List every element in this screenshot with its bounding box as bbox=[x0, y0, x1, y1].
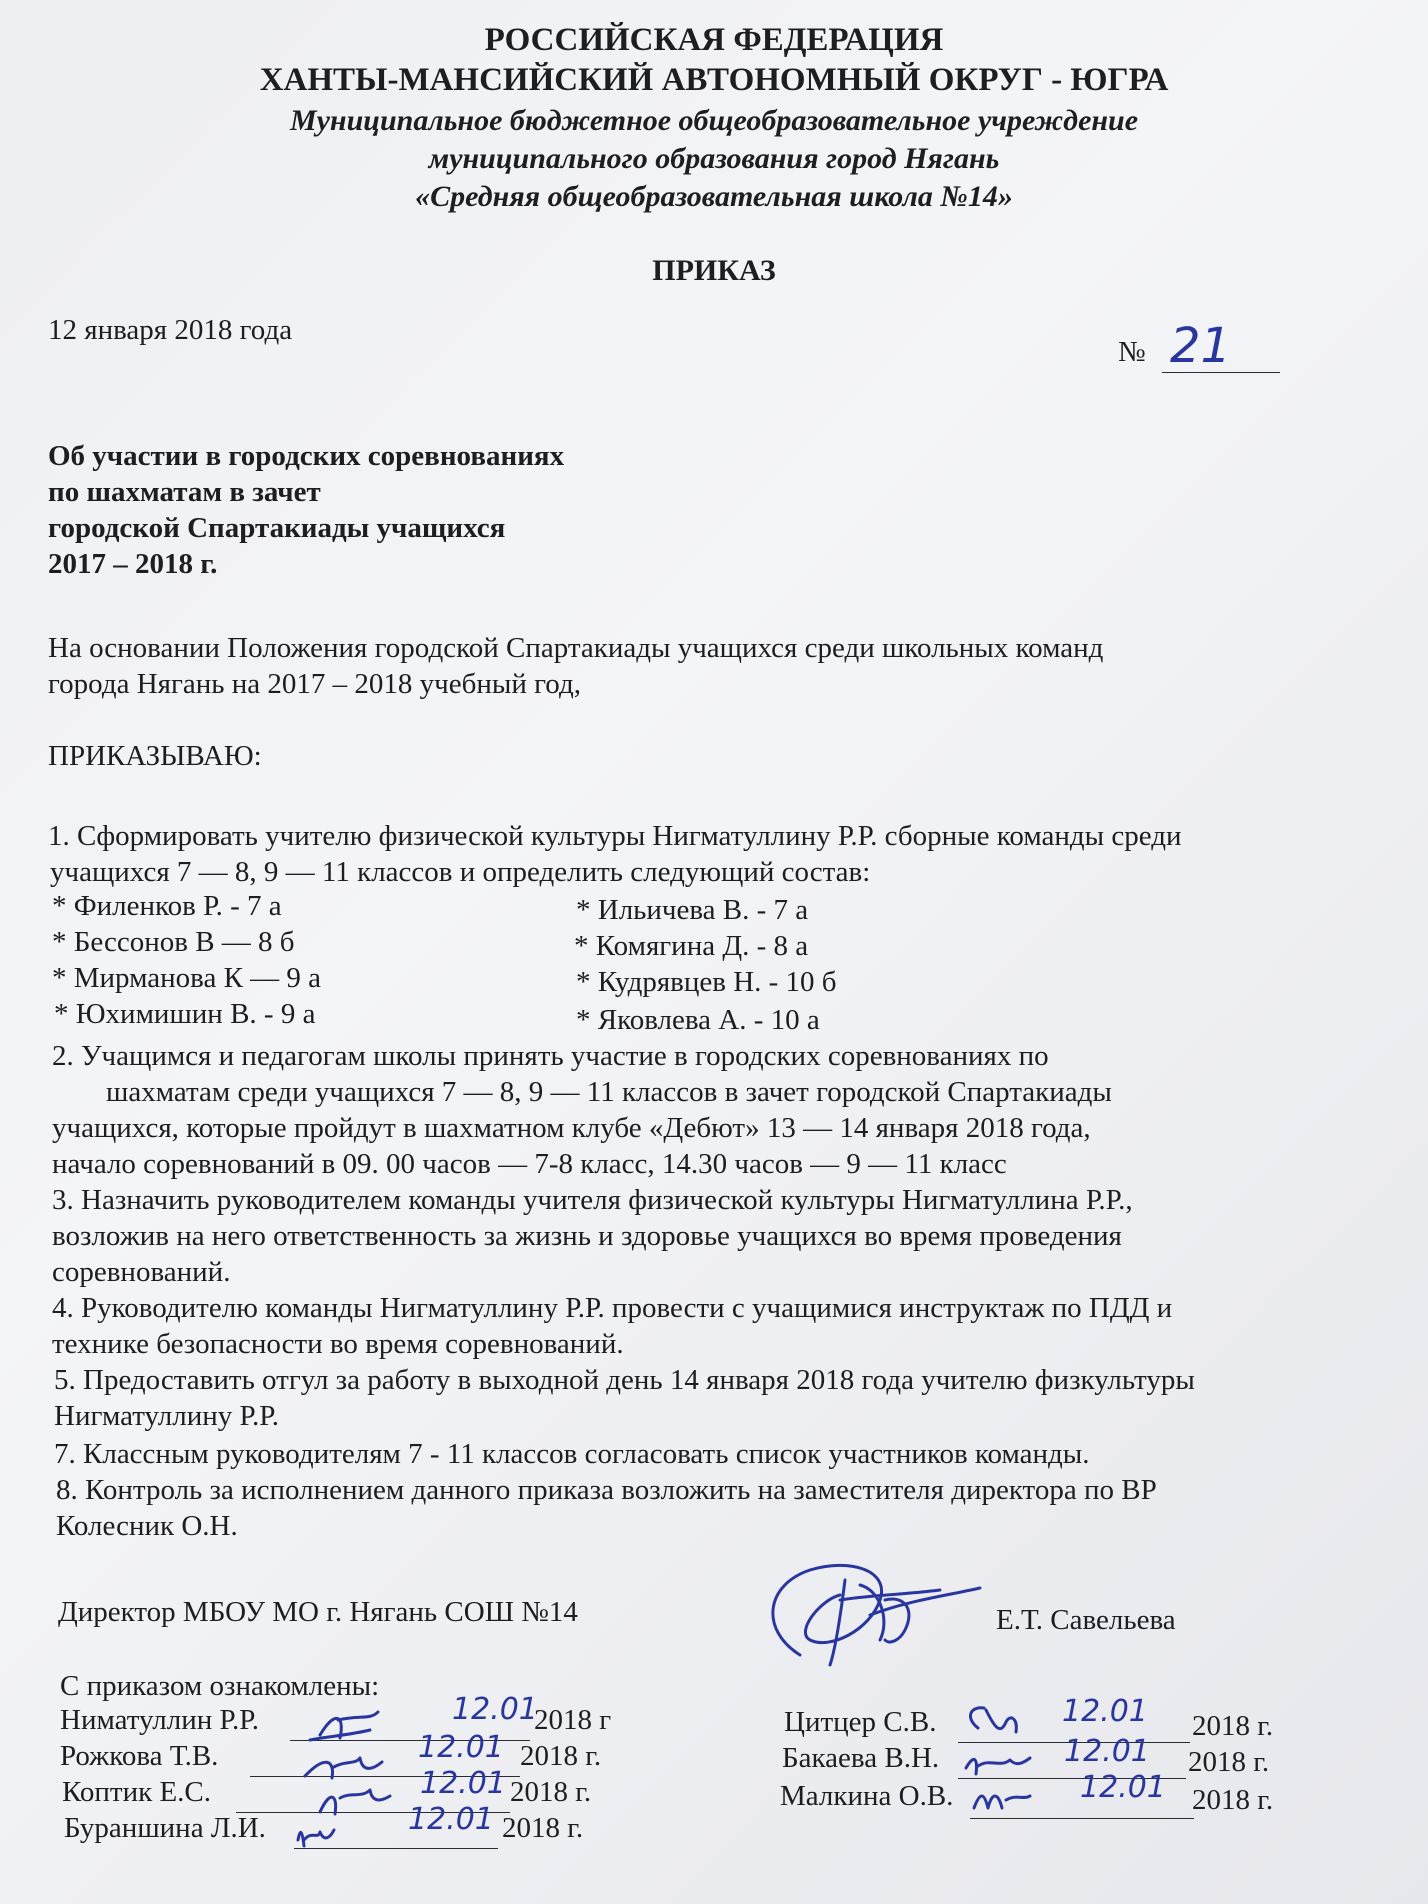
ack-name: Ниматуллин Р.Р. bbox=[60, 1704, 259, 1736]
item-line: 3. Назначить руководителем команды учителя физической культуры Нигматуллина Р.Р., bbox=[52, 1184, 1133, 1216]
order-word: ПРИКАЗЫВАЮ: bbox=[48, 740, 262, 772]
ack-signatures-left bbox=[290, 1690, 470, 1860]
ack-year: 2018 г bbox=[534, 1704, 612, 1736]
ack-title: С приказом ознакомлены: bbox=[60, 1670, 380, 1702]
item-line: 5. Предоставить отгул за работу в выходной день 14 января 2018 года учителю физкультуры bbox=[54, 1364, 1195, 1396]
ack-handwritten-date: 12.01 bbox=[420, 1766, 506, 1801]
item-line: начало соревнований в 09. 00 часов — 7-8 класс, 14.30 часов — 9 — 11 класс bbox=[52, 1148, 1007, 1180]
item-line: Нигматуллину Р.Р. bbox=[54, 1400, 280, 1432]
ack-name: Коптик Е.С. bbox=[62, 1776, 212, 1808]
header-school: «Средняя общеобразовательная школа №14» bbox=[415, 180, 1013, 213]
ack-handwritten-date: 12.01 bbox=[1080, 1770, 1166, 1805]
team-member: * Комягина Д. - 8 а bbox=[574, 930, 809, 962]
ack-name: Бакаева В.Н. bbox=[782, 1742, 940, 1774]
item-line: технике безопасности во время соревнований. bbox=[52, 1328, 624, 1360]
team-member: * Кудрявцев Н. - 10 б bbox=[576, 966, 837, 998]
team-member: * Мирманова К — 9 а bbox=[52, 962, 322, 994]
ack-handwritten-date: 12.01 bbox=[452, 1692, 538, 1727]
team-member: * Яковлева А. - 10 а bbox=[576, 1004, 820, 1036]
ack-name: Малкина О.В. bbox=[780, 1780, 954, 1812]
ack-signatures-right bbox=[960, 1696, 1070, 1826]
subject-line-4: 2017 – 2018 г. bbox=[48, 548, 218, 580]
subject-line-2: по шахматам в зачет bbox=[48, 476, 321, 508]
document-type: ПРИКАЗ bbox=[652, 254, 776, 287]
team-member: * Бессонов В — 8 б bbox=[52, 926, 295, 958]
director-name: Е.Т. Савельева bbox=[996, 1604, 1176, 1636]
ack-year: 2018 г. bbox=[1192, 1784, 1274, 1816]
ack-year: 2018 г. bbox=[1192, 1710, 1274, 1742]
item-1-line-2: учащихся 7 — 8, 9 — 11 классов и определить следующий состав: bbox=[50, 856, 871, 888]
ack-handwritten-date: 12.01 bbox=[408, 1802, 494, 1837]
director-signature bbox=[740, 1540, 1000, 1700]
item-line: 2. Учащимся и педагогам школы принять участие в городских соревнованиях по bbox=[52, 1040, 1049, 1072]
ack-year: 2018 г. bbox=[502, 1812, 584, 1844]
ack-name: Рожкова Т.В. bbox=[60, 1740, 219, 1772]
header-institution: Муниципальное бюджетное общеобразовательное учреждение bbox=[289, 104, 1139, 137]
ack-year: 2018 г. bbox=[520, 1740, 602, 1772]
team-member: * Ильичева В. - 7 а bbox=[576, 894, 809, 926]
item-line: Колесник О.Н. bbox=[56, 1510, 238, 1542]
ack-handwritten-date: 12.01 bbox=[1064, 1734, 1150, 1769]
item-line: возложив на него ответственность за жизнь и здоровье учащихся во время проведения bbox=[52, 1220, 1122, 1252]
item-line: 4. Руководителю команды Нигматуллину Р.Р. провести с учащимися инструктаж по ПДД и bbox=[52, 1292, 1173, 1324]
header-region: ХАНТЫ-МАНСИЙСКИЙ АВТОНОМНЫЙ ОКРУГ - ЮГРА bbox=[259, 62, 1169, 98]
ack-year: 2018 г. bbox=[1188, 1746, 1270, 1778]
header-country: РОССИЙСКАЯ ФЕДЕРАЦИЯ bbox=[484, 22, 944, 58]
ack-name: Цитцер С.В. bbox=[784, 1706, 937, 1738]
order-number-handwritten: 21 bbox=[1170, 318, 1232, 374]
header-municipality: муниципального образования город Нягань bbox=[428, 142, 1000, 175]
ack-handwritten-date: 12.01 bbox=[1062, 1694, 1148, 1729]
director-title: Директор МБОУ МО г. Нягань СОШ №14 bbox=[58, 1596, 578, 1628]
order-number-label: № bbox=[1118, 336, 1146, 368]
basis-line-2: города Нягань на 2017 – 2018 учебный год, bbox=[48, 668, 581, 700]
item-line: соревнований. bbox=[52, 1256, 231, 1288]
item-line: 7. Классным руководителям 7 - 11 классов согласовать список участников команды. bbox=[54, 1438, 1090, 1470]
subject-line-1: Об участии в городских соревнованиях bbox=[48, 440, 565, 472]
team-member: * Филенков Р. - 7 а bbox=[52, 890, 282, 922]
item-line: учащихся, которые пройдут в шахматном клубе «Дебют» 13 — 14 января 2018 года, bbox=[52, 1112, 1091, 1144]
item-1-line-1: 1. Сформировать учителю физической культуры Нигматуллину Р.Р. сборные команды среди bbox=[48, 820, 1182, 852]
item-line: 8. Контроль за исполнением данного приказа возложить на заместителя директора по ВР bbox=[56, 1474, 1157, 1506]
ack-name: Бураншина Л.И. bbox=[64, 1812, 266, 1844]
ack-handwritten-date: 12.01 bbox=[418, 1730, 504, 1765]
subject-line-3: городской Спартакиады учащихся bbox=[48, 512, 506, 544]
ack-year: 2018 г. bbox=[510, 1776, 592, 1808]
order-number-line bbox=[1162, 372, 1280, 373]
item-line: шахматам среди учащихся 7 — 8, 9 — 11 классов в зачет городской Спартакиады bbox=[106, 1076, 1112, 1108]
basis-line-1: На основании Положения городской Спартакиады учащихся среди школьных команд bbox=[48, 632, 1104, 664]
team-member: * Юхимишин В. - 9 а bbox=[54, 998, 316, 1030]
order-date: 12 января 2018 года bbox=[48, 314, 293, 346]
